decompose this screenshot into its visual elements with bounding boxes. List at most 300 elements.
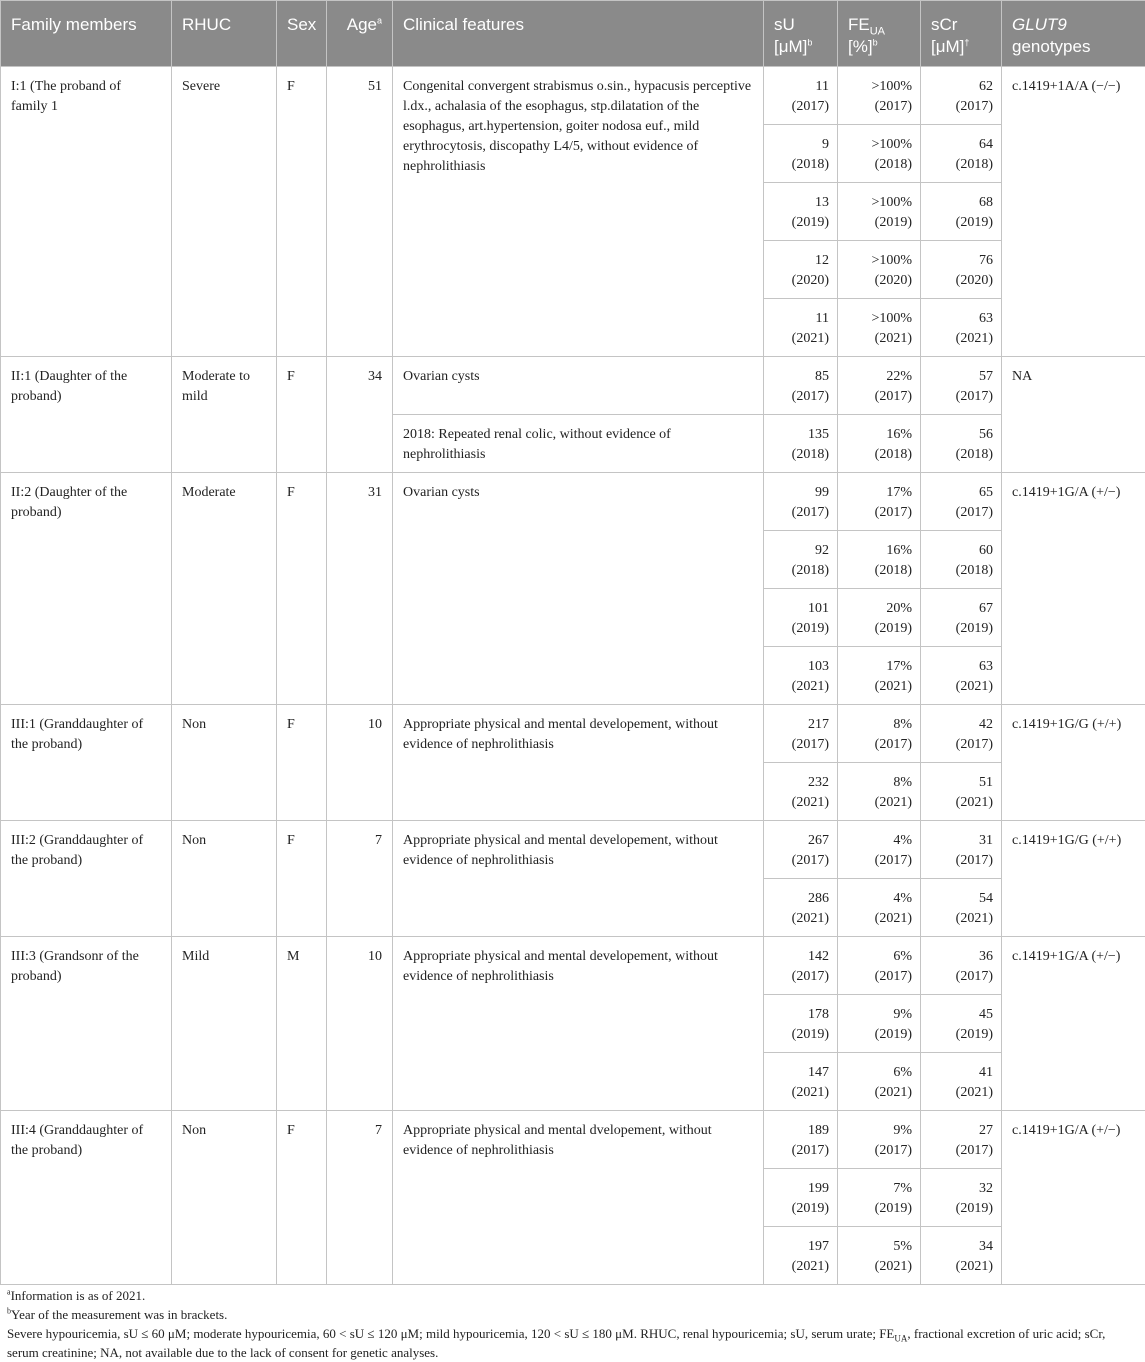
- footnote-b-marker: b: [7, 1307, 11, 1316]
- scr-year: (2021): [956, 1085, 993, 1100]
- sex-text: F: [287, 79, 295, 94]
- fe-ua-year: (2019): [875, 1201, 912, 1216]
- fe-ua-year: (2019): [875, 215, 912, 230]
- scr-value: 68: [979, 195, 993, 210]
- col-header-sex: [277, 1, 327, 67]
- family-member-cell: [1, 705, 172, 821]
- fe-ua-cell: [838, 647, 921, 705]
- scr-cell: [921, 67, 1002, 125]
- scr-year: (2018): [956, 157, 993, 172]
- fe-ua-cell: [838, 241, 921, 299]
- fe-ua-value: 8%: [893, 775, 912, 790]
- fe-ua-value: 16%: [886, 427, 912, 442]
- scr-cell: [921, 473, 1002, 531]
- scr-cell: [921, 415, 1002, 473]
- age-cell: [327, 937, 393, 1111]
- scr-value: 60: [979, 543, 993, 558]
- scr-year: (2021): [956, 911, 993, 926]
- age-text: 31: [368, 485, 382, 500]
- clinical-features-text: 2018: Repeated renal colic, without evidence of nephrolithiasis: [403, 427, 671, 462]
- family-member-cell: [1, 821, 172, 937]
- fe-ua-value: 4%: [893, 891, 912, 906]
- scr-year: (2017): [956, 1143, 993, 1158]
- fe-ua-value: >100%: [871, 137, 912, 152]
- fe-ua-value: 17%: [886, 485, 912, 500]
- su-value: 232: [808, 775, 829, 790]
- footnote-a-text: Information is as of 2021.: [11, 1288, 146, 1303]
- scr-cell: [921, 705, 1002, 763]
- su-year: (2017): [792, 969, 829, 984]
- scr-year: (2021): [956, 331, 993, 346]
- scr-value: 57: [979, 369, 993, 384]
- su-cell: [764, 241, 838, 299]
- su-value: 199: [808, 1181, 829, 1196]
- sex-text: F: [287, 1123, 295, 1138]
- fe-ua-value: >100%: [871, 79, 912, 94]
- su-year: (2021): [792, 1259, 829, 1274]
- fe-ua-year: (2018): [875, 157, 912, 172]
- col-header-family-members: [1, 1, 172, 67]
- su-year: (2019): [792, 215, 829, 230]
- table-body: [1, 67, 1145, 1285]
- su-year: (2017): [792, 737, 829, 752]
- su-value: 99: [815, 485, 829, 500]
- scr-value: 54: [979, 891, 993, 906]
- col-header-family-members-label: Family members: [11, 15, 137, 34]
- col-header-clinical-features: [393, 1, 764, 67]
- fe-ua-year: (2017): [875, 389, 912, 404]
- scr-value: 51: [979, 775, 993, 790]
- scr-year: (2021): [956, 1259, 993, 1274]
- clinical-features-text: Appropriate physical and mental developement, without evidence of nephrolithiasis: [403, 717, 718, 752]
- su-cell: [764, 763, 838, 821]
- su-year: (2021): [792, 1085, 829, 1100]
- fe-ua-year: (2021): [875, 331, 912, 346]
- scr-cell: [921, 589, 1002, 647]
- age-text: 7: [375, 1123, 382, 1138]
- scr-year: (2021): [956, 679, 993, 694]
- sex-text: M: [287, 949, 299, 964]
- scr-value: 41: [979, 1065, 993, 1080]
- age-text: 10: [368, 717, 382, 732]
- footnote-legend: [7, 1324, 1137, 1362]
- su-value: 103: [808, 659, 829, 674]
- scr-year: (2019): [956, 215, 993, 230]
- rhuc-cell: [172, 821, 277, 937]
- col-header-fe-unit: [%]: [848, 37, 873, 56]
- scr-value: 56: [979, 427, 993, 442]
- col-header-scr: [921, 1, 1002, 67]
- fe-ua-cell: [838, 183, 921, 241]
- su-year: (2019): [792, 1201, 829, 1216]
- su-year: (2019): [792, 1027, 829, 1042]
- genotype-cell: [1002, 473, 1145, 705]
- scr-cell: [921, 763, 1002, 821]
- sex-text: F: [287, 717, 295, 732]
- table-row: [1, 937, 1145, 995]
- age-text: 51: [368, 79, 382, 94]
- scr-value: 62: [979, 79, 993, 94]
- family-member-cell: [1, 937, 172, 1111]
- col-header-scr-unit: [μM]: [931, 37, 964, 56]
- col-header-su: [764, 1, 838, 67]
- su-value: 178: [808, 1007, 829, 1022]
- su-value: 9: [822, 137, 829, 152]
- su-year: (2017): [792, 1143, 829, 1158]
- fe-ua-year: (2018): [875, 447, 912, 462]
- su-value: 11: [816, 311, 829, 326]
- fe-ua-cell: [838, 879, 921, 937]
- su-year: (2018): [792, 447, 829, 462]
- sex-cell: [277, 357, 327, 473]
- sex-text: F: [287, 369, 295, 384]
- family-member-text: III:1 (Granddaughter of the proband): [11, 717, 143, 752]
- sex-cell: [277, 937, 327, 1111]
- header-row: [1, 1, 1145, 67]
- scr-value: 63: [979, 659, 993, 674]
- su-value: 12: [815, 253, 829, 268]
- scr-cell: [921, 183, 1002, 241]
- family-member-cell: [1, 67, 172, 357]
- su-value: 267: [808, 833, 829, 848]
- scr-cell: [921, 647, 1002, 705]
- clinical-features-text: Appropriate physical and mental developement, without evidence of nephrolithiasis: [403, 949, 718, 984]
- fe-ua-cell: [838, 67, 921, 125]
- su-cell: [764, 67, 838, 125]
- su-year: (2018): [792, 563, 829, 578]
- su-cell: [764, 415, 838, 473]
- age-cell: [327, 1111, 393, 1285]
- scr-year: (2017): [956, 969, 993, 984]
- rhuc-cell: [172, 1111, 277, 1285]
- genotype-text: c.1419+1A/A (−/−): [1012, 79, 1120, 94]
- fe-ua-year: (2018): [875, 563, 912, 578]
- fe-ua-cell: [838, 1169, 921, 1227]
- family-member-text: III:4 (Granddaughter of the proband): [11, 1123, 143, 1158]
- col-header-genotypes-label: genotypes: [1012, 37, 1090, 56]
- footnote-marker-b: b: [807, 37, 812, 47]
- age-cell: [327, 821, 393, 937]
- su-value: 217: [808, 717, 829, 732]
- su-cell: [764, 1169, 838, 1227]
- su-value: 13: [815, 195, 829, 210]
- su-cell: [764, 705, 838, 763]
- scr-year: (2017): [956, 99, 993, 114]
- clinical-features-text: Ovarian cysts: [403, 485, 480, 500]
- fe-ua-cell: [838, 415, 921, 473]
- scr-year: (2018): [956, 447, 993, 462]
- rhuc-cell: [172, 937, 277, 1111]
- col-header-age: [327, 1, 393, 67]
- su-year: (2017): [792, 853, 829, 868]
- col-header-clinical-features-label: Clinical features: [403, 15, 524, 34]
- rhuc-text: Non: [182, 833, 206, 848]
- fe-ua-value: 22%: [886, 369, 912, 384]
- su-year: (2017): [792, 99, 829, 114]
- age-text: 7: [375, 833, 382, 848]
- sex-cell: [277, 705, 327, 821]
- table-row: [1, 821, 1145, 879]
- su-cell: [764, 531, 838, 589]
- age-cell: [327, 357, 393, 473]
- fe-ua-cell: [838, 763, 921, 821]
- scr-year: (2019): [956, 1027, 993, 1042]
- fe-ua-cell: [838, 125, 921, 183]
- fe-ua-year: (2020): [875, 273, 912, 288]
- scr-year: (2021): [956, 795, 993, 810]
- fe-ua-value: 9%: [893, 1007, 912, 1022]
- fe-ua-year: (2021): [875, 679, 912, 694]
- fe-ua-value: 7%: [893, 1181, 912, 1196]
- fe-ua-value: 9%: [893, 1123, 912, 1138]
- sex-cell: [277, 821, 327, 937]
- footnote-marker-b: b: [873, 37, 878, 47]
- su-year: (2021): [792, 331, 829, 346]
- su-value: 92: [815, 543, 829, 558]
- rhuc-text: Severe: [182, 79, 220, 94]
- clinical-features-cell: [393, 821, 764, 937]
- clinical-features-cell: [393, 415, 764, 473]
- su-value: 197: [808, 1239, 829, 1254]
- genotype-cell: [1002, 67, 1145, 357]
- scr-value: 36: [979, 949, 993, 964]
- genotype-text: c.1419+1G/G (+/+): [1012, 717, 1121, 732]
- su-cell: [764, 183, 838, 241]
- su-cell: [764, 879, 838, 937]
- family-member-text: II:1 (Daughter of the proband): [11, 369, 127, 404]
- fe-ua-cell: [838, 1053, 921, 1111]
- fe-ua-year: (2017): [875, 853, 912, 868]
- scr-cell: [921, 995, 1002, 1053]
- fe-ua-value: >100%: [871, 311, 912, 326]
- sex-text: F: [287, 485, 295, 500]
- su-cell: [764, 647, 838, 705]
- clinical-features-text: Congenital convergent strabismus o.sin., hypacusis perceptive l.dx., achalasia of the esophagus, stp.dilatation of the esophagus, art.hypertension, goiter nodosa euf., mild erythrocytosis, discopathy L4/5, without evidence of nephrolithiasis: [403, 79, 751, 174]
- footnote-a-marker: a: [7, 1288, 11, 1297]
- su-year: (2017): [792, 389, 829, 404]
- col-header-scr-label: sCr: [931, 15, 957, 34]
- su-value: 147: [808, 1065, 829, 1080]
- age-text: 34: [368, 369, 382, 384]
- scr-cell: [921, 879, 1002, 937]
- genotype-cell: [1002, 705, 1145, 821]
- fe-ua-value: >100%: [871, 195, 912, 210]
- age-cell: [327, 473, 393, 705]
- su-value: 142: [808, 949, 829, 964]
- col-header-sex-label: Sex: [287, 15, 316, 34]
- footnote-legend-subscript: UA: [894, 1334, 907, 1344]
- col-header-age-label: Age: [347, 15, 377, 34]
- scr-cell: [921, 299, 1002, 357]
- clinical-features-cell: [393, 705, 764, 821]
- sex-text: F: [287, 833, 295, 848]
- fe-ua-year: (2021): [875, 1259, 912, 1274]
- scr-year: (2020): [956, 273, 993, 288]
- scr-value: 63: [979, 311, 993, 326]
- fe-ua-year: (2017): [875, 1143, 912, 1158]
- scr-value: 42: [979, 717, 993, 732]
- scr-year: (2019): [956, 1201, 993, 1216]
- family-member-cell: [1, 473, 172, 705]
- su-year: (2017): [792, 505, 829, 520]
- fe-ua-cell: [838, 995, 921, 1053]
- family-member-text: I:1 (The proband of family 1: [11, 79, 121, 114]
- table-row: [1, 357, 1145, 415]
- scr-year: (2019): [956, 621, 993, 636]
- su-cell: [764, 937, 838, 995]
- fe-ua-cell: [838, 1111, 921, 1169]
- genotype-text: NA: [1012, 369, 1032, 384]
- scr-value: 32: [979, 1181, 993, 1196]
- col-header-glut9-genotypes: [1002, 1, 1145, 67]
- footnote-a: [7, 1286, 1137, 1305]
- fe-ua-cell: [838, 357, 921, 415]
- fe-ua-cell: [838, 937, 921, 995]
- rhuc-cell: [172, 357, 277, 473]
- fe-ua-value: 17%: [886, 659, 912, 674]
- scr-value: 45: [979, 1007, 993, 1022]
- su-cell: [764, 125, 838, 183]
- table-row: [1, 67, 1145, 125]
- scr-value: 65: [979, 485, 993, 500]
- su-value: 286: [808, 891, 829, 906]
- clinical-features-text: Appropriate physical and mental developement, without evidence of nephrolithiasis: [403, 833, 718, 868]
- age-text: 10: [368, 949, 382, 964]
- scr-value: 76: [979, 253, 993, 268]
- fe-ua-value: 5%: [893, 1239, 912, 1254]
- clinical-features-text: Appropriate physical and mental dvelopement, without evidence of nephrolithiasis: [403, 1123, 712, 1158]
- genotype-cell: [1002, 821, 1145, 937]
- scr-value: 64: [979, 137, 993, 152]
- fe-ua-value: 20%: [886, 601, 912, 616]
- sex-cell: [277, 1111, 327, 1285]
- table-footnotes: [7, 1286, 1137, 1362]
- genotype-text: c.1419+1G/A (+/−): [1012, 949, 1120, 964]
- su-year: (2020): [792, 273, 829, 288]
- fe-ua-value: 6%: [893, 1065, 912, 1080]
- fe-ua-cell: [838, 705, 921, 763]
- genotype-cell: [1002, 357, 1145, 473]
- scr-cell: [921, 531, 1002, 589]
- fe-ua-value: 8%: [893, 717, 912, 732]
- sex-cell: [277, 67, 327, 357]
- table-row: [1, 705, 1145, 763]
- fe-ua-year: (2019): [875, 1027, 912, 1042]
- family-member-text: III:3 (Grandsonr of the proband): [11, 949, 139, 984]
- col-header-su-unit: [μM]: [774, 37, 807, 56]
- genotype-cell: [1002, 937, 1145, 1111]
- scr-cell: [921, 241, 1002, 299]
- col-header-rhuc: [172, 1, 277, 67]
- fe-ua-year: (2017): [875, 505, 912, 520]
- fe-ua-year: (2021): [875, 795, 912, 810]
- fe-ua-cell: [838, 531, 921, 589]
- fe-ua-cell: [838, 1227, 921, 1285]
- su-cell: [764, 1111, 838, 1169]
- age-cell: [327, 67, 393, 357]
- rhuc-cell: [172, 473, 277, 705]
- sex-cell: [277, 473, 327, 705]
- su-cell: [764, 299, 838, 357]
- col-header-su-label: sU: [774, 15, 795, 34]
- su-year: (2021): [792, 911, 829, 926]
- fe-ua-value: 16%: [886, 543, 912, 558]
- col-header-glut9-label: GLUT9: [1012, 15, 1067, 34]
- su-year: (2021): [792, 679, 829, 694]
- family-member-cell: [1, 1111, 172, 1285]
- footnote-legend-text-2: , fractional excretion of uric acid; sCr, serum creatinine; NA, not available due to the lack of consent for genetic analyses.: [7, 1326, 1105, 1360]
- fe-ua-year: (2019): [875, 621, 912, 636]
- scr-value: 31: [979, 833, 993, 848]
- footnote-b: [7, 1305, 1137, 1324]
- clinical-features-cell: [393, 1111, 764, 1285]
- su-year: (2019): [792, 621, 829, 636]
- fe-ua-year: (2017): [875, 99, 912, 114]
- scr-year: (2017): [956, 389, 993, 404]
- fe-ua-year: (2017): [875, 969, 912, 984]
- scr-cell: [921, 357, 1002, 415]
- scr-year: (2017): [956, 853, 993, 868]
- clinical-features-cell: [393, 357, 764, 415]
- clinical-features-cell: [393, 937, 764, 1111]
- scr-year: (2017): [956, 505, 993, 520]
- family-member-text: III:2 (Granddaughter of the proband): [11, 833, 143, 868]
- genotype-cell: [1002, 1111, 1145, 1285]
- genotype-text: c.1419+1G/A (+/−): [1012, 1123, 1120, 1138]
- fe-ua-cell: [838, 299, 921, 357]
- col-header-fe-label: FE: [848, 15, 870, 34]
- rhuc-cell: [172, 67, 277, 357]
- su-cell: [764, 473, 838, 531]
- clinical-features-cell: [393, 67, 764, 357]
- scr-year: (2017): [956, 737, 993, 752]
- rhuc-text: Moderate: [182, 485, 236, 500]
- su-cell: [764, 589, 838, 647]
- rhuc-text: Mild: [182, 949, 209, 964]
- table-row: [1, 1111, 1145, 1169]
- scr-value: 27: [979, 1123, 993, 1138]
- scr-cell: [921, 1227, 1002, 1285]
- col-header-rhuc-label: RHUC: [182, 15, 231, 34]
- su-value: 11: [816, 79, 829, 94]
- clinical-features-text: Ovarian cysts: [403, 369, 480, 384]
- footnote-legend-text-1: Severe hypouricemia, sU ≤ 60 μM; moderate hypouricemia, 60 < sU ≤ 120 μM; mild hypouricemia, 120 < sU ≤ 180 μM. RHUC, renal hypouricemia; sU, serum urate; FE: [7, 1326, 894, 1341]
- footnote-marker-a: a: [377, 15, 382, 25]
- table-row: [1, 473, 1145, 531]
- col-header-fe-ua: [838, 1, 921, 67]
- su-value: 135: [808, 427, 829, 442]
- fe-ua-value: 4%: [893, 833, 912, 848]
- col-header-fe-subscript: UA: [870, 25, 885, 37]
- scr-cell: [921, 937, 1002, 995]
- fe-ua-year: (2021): [875, 1085, 912, 1100]
- fe-ua-cell: [838, 473, 921, 531]
- su-cell: [764, 1053, 838, 1111]
- su-year: (2021): [792, 795, 829, 810]
- su-value: 101: [808, 601, 829, 616]
- table-header: [1, 1, 1145, 67]
- family-member-cell: [1, 357, 172, 473]
- rhuc-text: Non: [182, 1123, 206, 1138]
- fe-ua-cell: [838, 821, 921, 879]
- scr-cell: [921, 1111, 1002, 1169]
- su-cell: [764, 357, 838, 415]
- fe-ua-year: (2021): [875, 911, 912, 926]
- fe-ua-cell: [838, 589, 921, 647]
- scr-cell: [921, 1053, 1002, 1111]
- age-cell: [327, 705, 393, 821]
- scr-cell: [921, 125, 1002, 183]
